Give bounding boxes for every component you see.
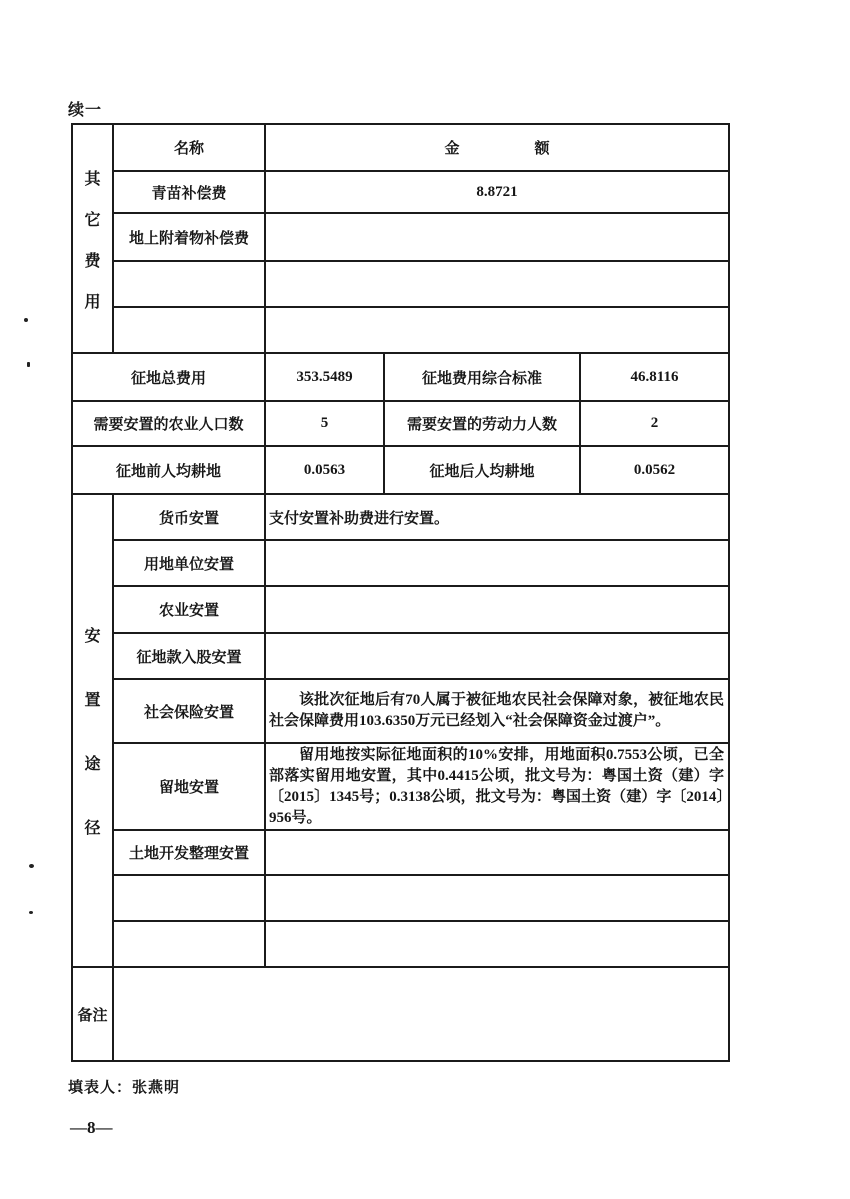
table-row <box>73 354 728 402</box>
summary-label-cell: 征地总费用 <box>73 354 266 400</box>
method-name-cell: 征地款入股安置 <box>114 634 266 678</box>
table-row <box>114 172 728 214</box>
side-label-char: 其 <box>84 170 101 188</box>
method-desc-cell: 支付安置补助费进行安置。 <box>269 510 450 527</box>
table-row <box>114 308 728 352</box>
fee-amount-cell: 8.8721 <box>476 183 518 200</box>
table-row <box>114 262 728 308</box>
side-label-char: 用 <box>84 293 101 311</box>
section-resettlement <box>73 495 728 968</box>
resettlement-side-label <box>73 495 114 966</box>
side-label-char: 置 <box>84 692 101 709</box>
fee-amount-cell <box>266 262 728 306</box>
method-name-cell: 留地安置 <box>114 744 266 829</box>
table-row <box>114 541 728 587</box>
summary-label-cell: 征地费用综合标准 <box>385 354 581 400</box>
table-header-row <box>114 125 728 172</box>
social-insurance-paragraph: 该批次征地后有70人属于被征地农民社会保障对象，被征地农民社会保障费用103.6350万元已经划入“社会保障资金过渡户”。 <box>269 692 724 729</box>
fee-name-cell <box>114 262 266 306</box>
remarks-content-cell <box>114 968 728 1060</box>
other-fees-rows <box>114 125 728 352</box>
method-name-cell: 农业安置 <box>114 587 266 632</box>
method-name-cell: 社会保险安置 <box>114 680 266 742</box>
table-row <box>114 587 728 634</box>
side-label-char: 径 <box>84 820 101 837</box>
scan-artifact-dot <box>27 362 30 367</box>
side-label-char: 它 <box>84 211 101 229</box>
method-desc-cell <box>266 680 728 742</box>
fee-name-cell <box>114 308 266 352</box>
section-other-fees <box>73 125 728 354</box>
method-name-cell <box>114 876 266 920</box>
method-desc-cell <box>266 541 728 585</box>
header-amount-cell: 金 额 <box>444 141 550 157</box>
fee-amount-cell <box>266 214 728 260</box>
table-row <box>73 447 728 493</box>
method-desc-cell <box>266 587 728 632</box>
summary-label-cell: 征地前人均耕地 <box>73 447 266 493</box>
land-expropriation-table <box>71 123 730 1062</box>
continuation-label: 续一 <box>68 102 103 119</box>
table-row <box>114 680 728 744</box>
summary-rows <box>73 354 728 493</box>
fee-name-cell: 地上附着物补偿费 <box>114 214 266 260</box>
method-name-cell <box>114 922 266 966</box>
table-row <box>114 495 728 541</box>
side-label-char: 费 <box>84 252 101 270</box>
summary-value-cell: 5 <box>266 402 385 445</box>
summary-label-cell: 征地后人均耕地 <box>385 447 581 493</box>
method-name-cell: 土地开发整理安置 <box>114 831 266 874</box>
reserved-land-paragraph: 留用地按实际征地面积的10%安排，用地面积0.7553公顷，已全部落实留用地安置，其中0.4415公顷，批文号为：粤国土资（建）字〔2015〕1345号；0.3138公顷，批文号为：粤国土资（建）字〔2014〕956号。 <box>269 746 724 826</box>
summary-label-cell: 需要安置的农业人口数 <box>73 402 266 445</box>
table-row <box>114 831 728 876</box>
form-filler-name: 填表人：张燕明 <box>68 1080 181 1096</box>
remarks-label: 备注 <box>77 1007 108 1024</box>
table-row <box>114 214 728 262</box>
summary-value-cell: 0.0562 <box>633 461 676 478</box>
summary-label-cell: 需要安置的劳动力人数 <box>385 402 581 445</box>
method-desc-cell <box>266 922 728 966</box>
header-name-cell: 名称 <box>114 125 266 170</box>
other-fees-side-label <box>73 125 114 352</box>
section-remarks <box>73 968 728 1060</box>
page-number: —8— <box>70 1118 113 1137</box>
table-row <box>114 876 728 922</box>
method-desc-cell <box>266 831 728 874</box>
scan-artifact-dot <box>29 911 33 914</box>
summary-value-cell: 0.0563 <box>266 447 385 493</box>
scan-artifact-dot <box>29 864 34 868</box>
table-row <box>73 402 728 447</box>
summary-value-cell: 46.8116 <box>630 368 679 385</box>
side-label-char: 途 <box>84 756 101 773</box>
resettlement-rows <box>114 495 728 966</box>
method-desc-cell <box>266 744 728 829</box>
method-name-cell: 货币安置 <box>114 495 266 539</box>
remarks-label-cell <box>73 968 114 1060</box>
summary-value-cell: 2 <box>650 415 659 431</box>
fee-name-cell: 青苗补偿费 <box>114 172 266 212</box>
fee-amount-cell <box>266 308 728 352</box>
table-row <box>114 744 728 831</box>
table-row <box>114 922 728 966</box>
table-row <box>114 634 728 680</box>
method-desc-cell <box>266 876 728 920</box>
side-label-char: 安 <box>84 628 101 645</box>
scan-artifact-dot <box>24 318 28 322</box>
section-summary <box>73 354 728 495</box>
method-name-cell: 用地单位安置 <box>114 541 266 585</box>
summary-value-cell: 353.5489 <box>266 354 385 400</box>
method-desc-cell <box>266 634 728 678</box>
